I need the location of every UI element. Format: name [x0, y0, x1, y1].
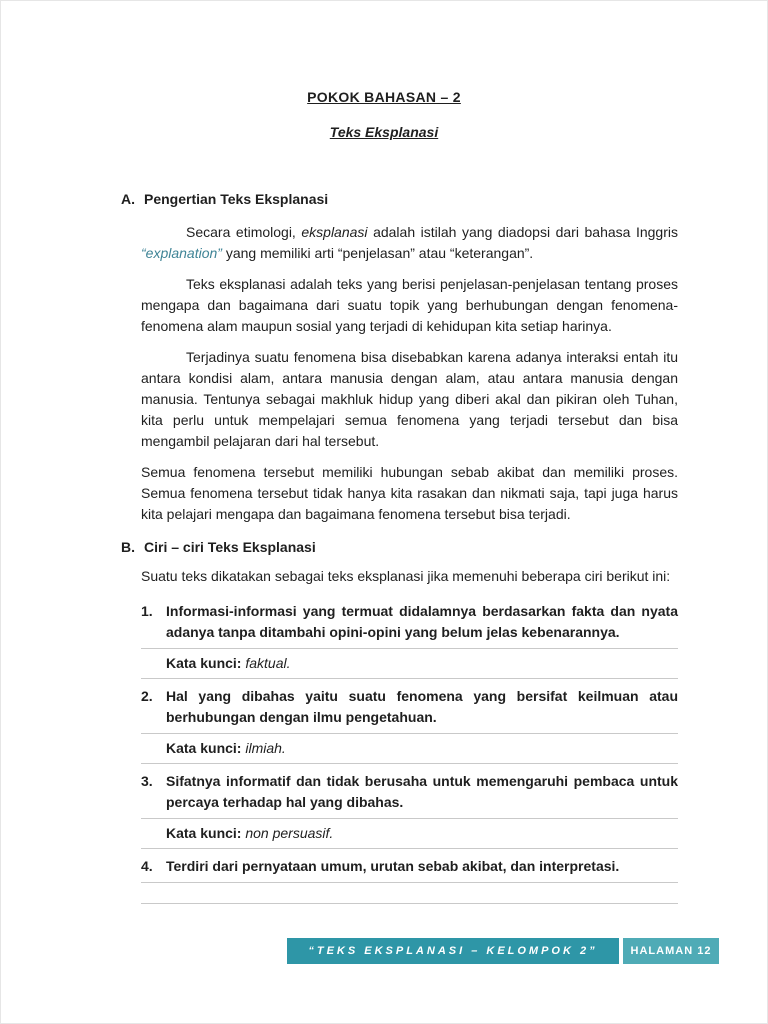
divider — [141, 763, 678, 764]
keyword-value: ilmiah. — [245, 740, 286, 756]
text-run-italic: eksplanasi — [301, 224, 368, 240]
list-item-1 — [141, 601, 678, 679]
paragraph-etymology — [141, 222, 678, 264]
divider — [141, 818, 678, 819]
list-item-row — [141, 601, 678, 643]
divider — [141, 733, 678, 734]
keyword-row — [166, 823, 678, 844]
item-text: Sifatnya informatif dan tidak berusaha untuk memengaruhi pembaca untuk percaya terhadap hal yang dibahas. — [166, 773, 678, 810]
section-b-label: B. — [121, 539, 135, 555]
keyword-row — [166, 653, 678, 674]
section-a-label: A. — [121, 191, 135, 207]
divider — [141, 648, 678, 649]
item-text: Informasi-informasi yang termuat didalamnya berdasarkan fakta dan nyata adanya tanpa ditambahi opini-opini yang belum jelas kebenarannya. — [166, 603, 678, 640]
paragraph-definition: Teks eksplanasi adalah teks yang berisi penjelasan-penjelasan tentang proses mengapa dan bagaimana dari suatu topik yang berhubungan dengan fenomena-fenomena alam maupun sosial yang terjadi di kehidupan kita setiap harinya. — [141, 276, 678, 334]
page-title-text: POKOK BAHASAN – 2 — [307, 89, 461, 105]
section-b-title: Ciri – ciri Teks Eksplanasi — [144, 539, 316, 555]
keyword-label: Kata kunci: — [166, 740, 242, 756]
text-run: Secara etimologi, — [186, 224, 302, 240]
paragraph-phenomena: Terjadinya suatu fenomena bisa disebabkan karena adanya interaksi entah itu antara kondisi alam, antara manusia dengan alam, atau antara manusia dengan manusia. Tentunya sebagai makhluk hidup yang diberi akal dan pikiran oleh Tuhan, kita perlu untuk mempelajari semua fenomena yang terjadi tersebut dan bisa mengambil pelajaran dari hal tersebut. — [141, 349, 678, 449]
item-number: 1. — [141, 603, 153, 619]
item-text: Terdiri dari pernyataan umum, urutan sebab akibat, dan interpretasi. — [166, 858, 620, 874]
list-item-4 — [141, 856, 678, 883]
text-run-accent: “explanation” — [141, 245, 222, 261]
keyword-value: non persuasif. — [245, 825, 334, 841]
text-run: adalah istilah yang diadopsi dari bahasa Inggris — [367, 224, 678, 240]
item-number: 2. — [141, 688, 153, 704]
divider — [141, 678, 678, 679]
paragraph-cause-effect: Semua fenomena tersebut memiliki hubungan sebab akibat dan memiliki proses. Semua fenomena tersebut tidak hanya kita rasakan dan nikmati saja, tapi juga harus kita pelajari mengapa dan bagaimana fenomena tersebut bisa terjadi. — [141, 464, 678, 522]
footer-banner — [287, 938, 619, 964]
section-b-heading — [121, 537, 678, 558]
list-item-row — [141, 771, 678, 813]
footer-banner-text: “TEKS EKSPLANASI – KELOMPOK 2” — [308, 945, 598, 957]
item-number: 3. — [141, 773, 153, 789]
document-body — [121, 189, 678, 904]
page-number-text: HALAMAN 12 — [630, 945, 712, 957]
list-item-3 — [141, 771, 678, 849]
document-header — [1, 1, 767, 140]
keyword-label: Kata kunci: — [166, 825, 242, 841]
item-number: 4. — [141, 858, 153, 874]
section-a-heading — [121, 189, 678, 210]
page-subtitle — [1, 124, 767, 140]
keyword-value: faktual. — [245, 655, 291, 671]
list-item-row — [141, 686, 678, 728]
page-subtitle-text: Teks Eksplanasi — [329, 124, 439, 140]
page-number-badge — [623, 938, 719, 964]
divider — [141, 903, 678, 904]
list-item-2 — [141, 686, 678, 764]
divider — [141, 848, 678, 849]
item-text: Hal yang dibahas yaitu suatu fenomena yang bersifat keilmuan atau berhubungan dengan ilmu pengetahuan. — [166, 688, 678, 725]
section-a-title: Pengertian Teks Eksplanasi — [144, 191, 329, 207]
text-run: yang memiliki arti “penjelasan” atau “keterangan”. — [221, 245, 534, 261]
keyword-row — [166, 738, 678, 759]
list-intro: Suatu teks dikatakan sebagai teks eksplanasi jika memenuhi beberapa ciri berikut ini: — [141, 568, 671, 584]
characteristics-list — [141, 601, 678, 904]
divider — [141, 882, 678, 883]
page-title — [1, 89, 767, 105]
list-item-row — [141, 856, 678, 877]
keyword-label: Kata kunci: — [166, 655, 242, 671]
